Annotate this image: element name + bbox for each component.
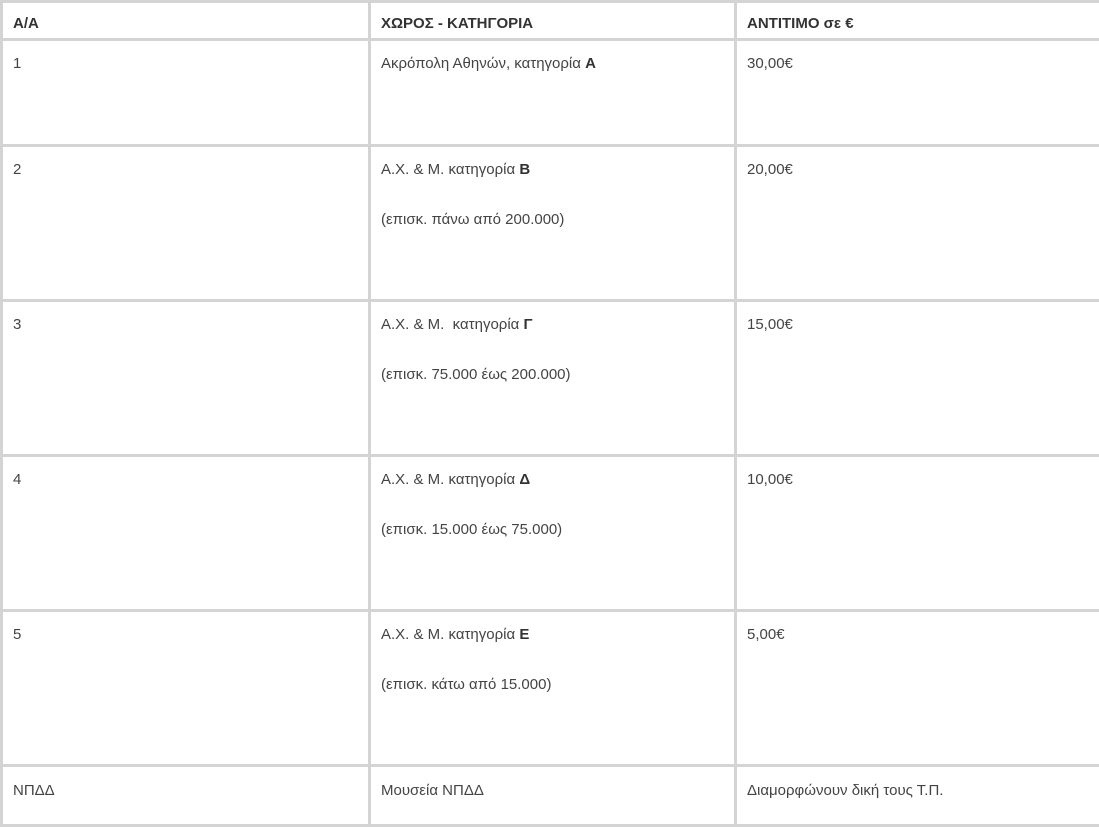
cell-price: 20,00€ — [736, 146, 1099, 301]
table-row — [2, 40, 1099, 146]
table-row — [2, 301, 1099, 456]
visitors-range: (επισκ. 15.000 έως 75.000) — [381, 521, 724, 539]
place-text: Α.Χ. & Μ. κατηγορία — [381, 471, 519, 488]
place-line — [381, 471, 724, 489]
visitors-range: (επισκ. κάτω από 15.000) — [381, 676, 724, 694]
place-line — [381, 782, 724, 800]
place-text: Α.Χ. & Μ. κατηγορία — [381, 626, 519, 643]
cell-aa: ΝΠΔΔ — [2, 766, 370, 826]
category-letter: Γ — [524, 316, 533, 333]
cell-place-category — [370, 456, 736, 611]
category-letter: Α — [585, 55, 596, 72]
cell-place-category — [370, 611, 736, 766]
cell-place-category — [370, 301, 736, 456]
cell-place-category — [370, 146, 736, 301]
cell-price: Διαμορφώνουν δική τους Τ.Π. — [736, 766, 1099, 826]
place-text: Α.Χ. & Μ. κατηγορία — [381, 161, 519, 178]
header-place-category: ΧΩΡΟΣ - ΚΑΤΗΓΟΡΙΑ — [370, 2, 736, 40]
header-price: ΑΝΤΙΤΙΜΟ σε € — [736, 2, 1099, 40]
cell-aa: 2 — [2, 146, 370, 301]
cell-price: 15,00€ — [736, 301, 1099, 456]
cell-place-category — [370, 40, 736, 146]
visitors-range: (επισκ. πάνω από 200.000) — [381, 211, 724, 229]
visitors-range: (επισκ. 75.000 έως 200.000) — [381, 366, 724, 384]
cell-aa: 5 — [2, 611, 370, 766]
table-row — [2, 456, 1099, 611]
place-text: Ακρόπολη Αθηνών, κατηγορία — [381, 55, 585, 72]
category-letter: Ε — [519, 626, 529, 643]
place-line — [381, 161, 724, 179]
place-line — [381, 316, 724, 334]
cell-aa: 1 — [2, 40, 370, 146]
cell-price: 30,00€ — [736, 40, 1099, 146]
category-letter: Β — [519, 161, 530, 178]
cell-price: 5,00€ — [736, 611, 1099, 766]
category-letter: Δ — [519, 471, 530, 488]
place-line — [381, 626, 724, 644]
place-text: Α.Χ. & Μ. κατηγορία — [381, 316, 524, 333]
place-line — [381, 55, 724, 73]
cell-place-category — [370, 766, 736, 826]
cell-price: 10,00€ — [736, 456, 1099, 611]
place-text: Μουσεία ΝΠΔΔ — [381, 782, 484, 799]
table-row — [2, 766, 1099, 826]
table-row — [2, 146, 1099, 301]
cell-aa: 3 — [2, 301, 370, 456]
cell-aa: 4 — [2, 456, 370, 611]
table-header-row — [2, 2, 1099, 40]
table-row — [2, 611, 1099, 766]
header-aa: Α/Α — [2, 2, 370, 40]
